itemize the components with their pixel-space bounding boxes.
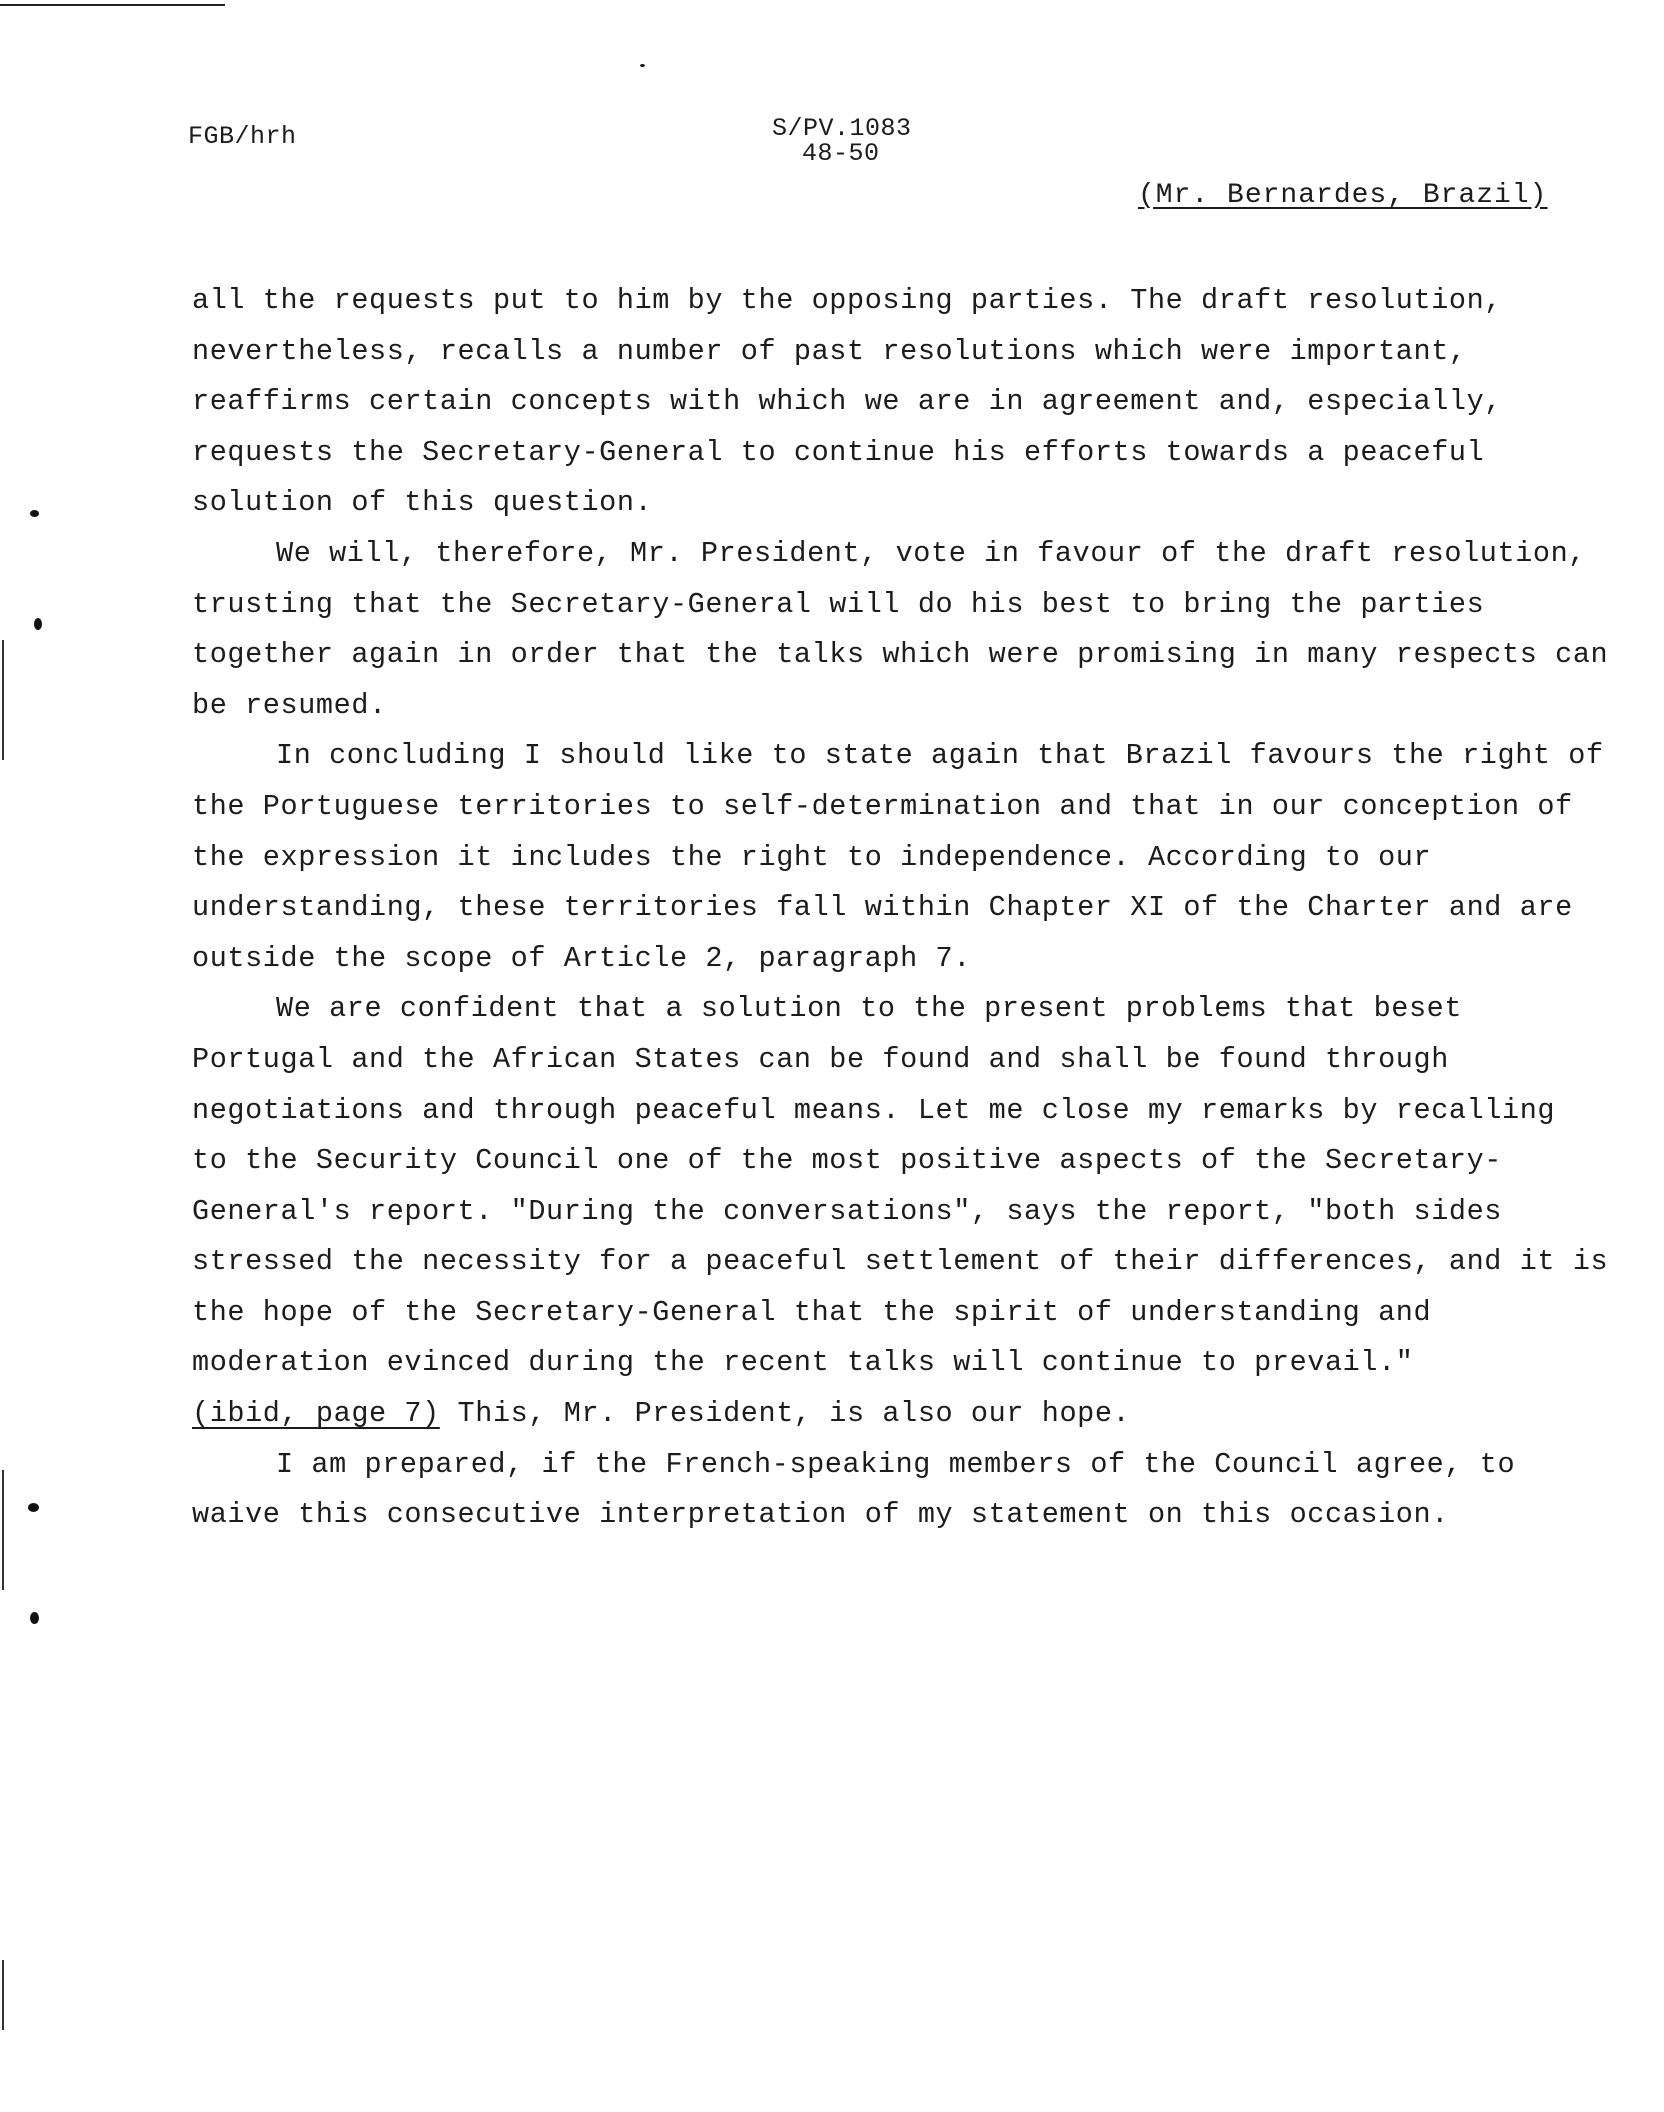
body-line: trusting that the Secretary-General will do his best to bring the parties	[192, 587, 1485, 621]
body-line: In concluding I should like to state again that Brazil favours the right of	[276, 739, 1604, 773]
body-line: General's report. "During the conversations", says the report, "both sides	[192, 1194, 1503, 1228]
body-line: outside the scope of Article 2, paragraph 7.	[192, 941, 971, 975]
scan-edge-mark	[2, 640, 4, 760]
body-line: Portugal and the African States can be found and shall be found through	[192, 1042, 1449, 1076]
page-range: 48-50	[802, 139, 880, 168]
citation: (ibid, page 7)	[192, 1397, 440, 1431]
body-line: We will, therefore, Mr. President, vote in favour of the draft resolution,	[276, 536, 1587, 570]
statement-body	[192, 276, 1609, 1541]
speaker-label	[1138, 180, 1547, 211]
document-symbol: S/PV.1083	[772, 114, 912, 143]
body-line: moderation evinced during the recent talks will continue to prevail."	[192, 1346, 1414, 1380]
body-line: We are confident that a solution to the present problems that beset	[276, 992, 1463, 1026]
body-line: stressed the necessity for a peaceful settlement of their differences, and it is	[192, 1245, 1609, 1279]
reference-initials: FGB/hrh	[188, 122, 297, 151]
body-line: be resumed.	[192, 688, 387, 722]
scan-edge-mark	[2, 1960, 4, 2030]
scan-edge-rule	[0, 4, 225, 6]
body-line: understanding, these territories fall within Chapter XI of the Charter and are	[192, 891, 1573, 925]
body-line: all the requests put to him by the opposing parties. The draft resolution,	[192, 284, 1503, 317]
body-line: to the Security Council one of the most positive aspects of the Secretary-	[192, 1144, 1503, 1178]
body-line: solution of this question.	[192, 486, 653, 520]
body-line: the expression it includes the right to independence. According to our	[192, 840, 1432, 874]
body-line: together again in order that the talks which were promising in many respects can	[192, 638, 1609, 672]
scan-edge-mark	[2, 1470, 4, 1590]
body-line: the hope of the Secretary-General that the spirit of understanding and	[192, 1295, 1432, 1329]
body-line: I am prepared, if the French-speaking members of the Council agree, to	[276, 1447, 1516, 1481]
speaker-name: (Mr. Bernardes, Brazil)	[1138, 180, 1548, 211]
scan-speck	[34, 618, 42, 630]
scan-speck	[28, 1503, 39, 1512]
body-line: negotiations and through peaceful means. Let me close my remarks by recalling	[192, 1093, 1556, 1127]
body-line: requests the Secretary-General to continue his efforts towards a peaceful	[192, 435, 1485, 469]
body-line: This, Mr. President, is also our hope.	[457, 1397, 1131, 1431]
body-line: reaffirms certain concepts with which we are in agreement and, especially,	[192, 385, 1503, 419]
body-line-with-citation	[192, 1389, 1552, 1440]
body-line: the Portuguese territories to self-determination and that in our conception of	[192, 789, 1573, 823]
scan-speck	[30, 510, 39, 517]
body-line: waive this consecutive interpretation of my statement on this occasion.	[192, 1498, 1449, 1532]
document-symbol-block	[772, 114, 912, 168]
scan-speck	[30, 1612, 39, 1624]
body-line: nevertheless, recalls a number of past resolutions which were important,	[192, 334, 1467, 368]
scan-speck	[640, 64, 645, 67]
